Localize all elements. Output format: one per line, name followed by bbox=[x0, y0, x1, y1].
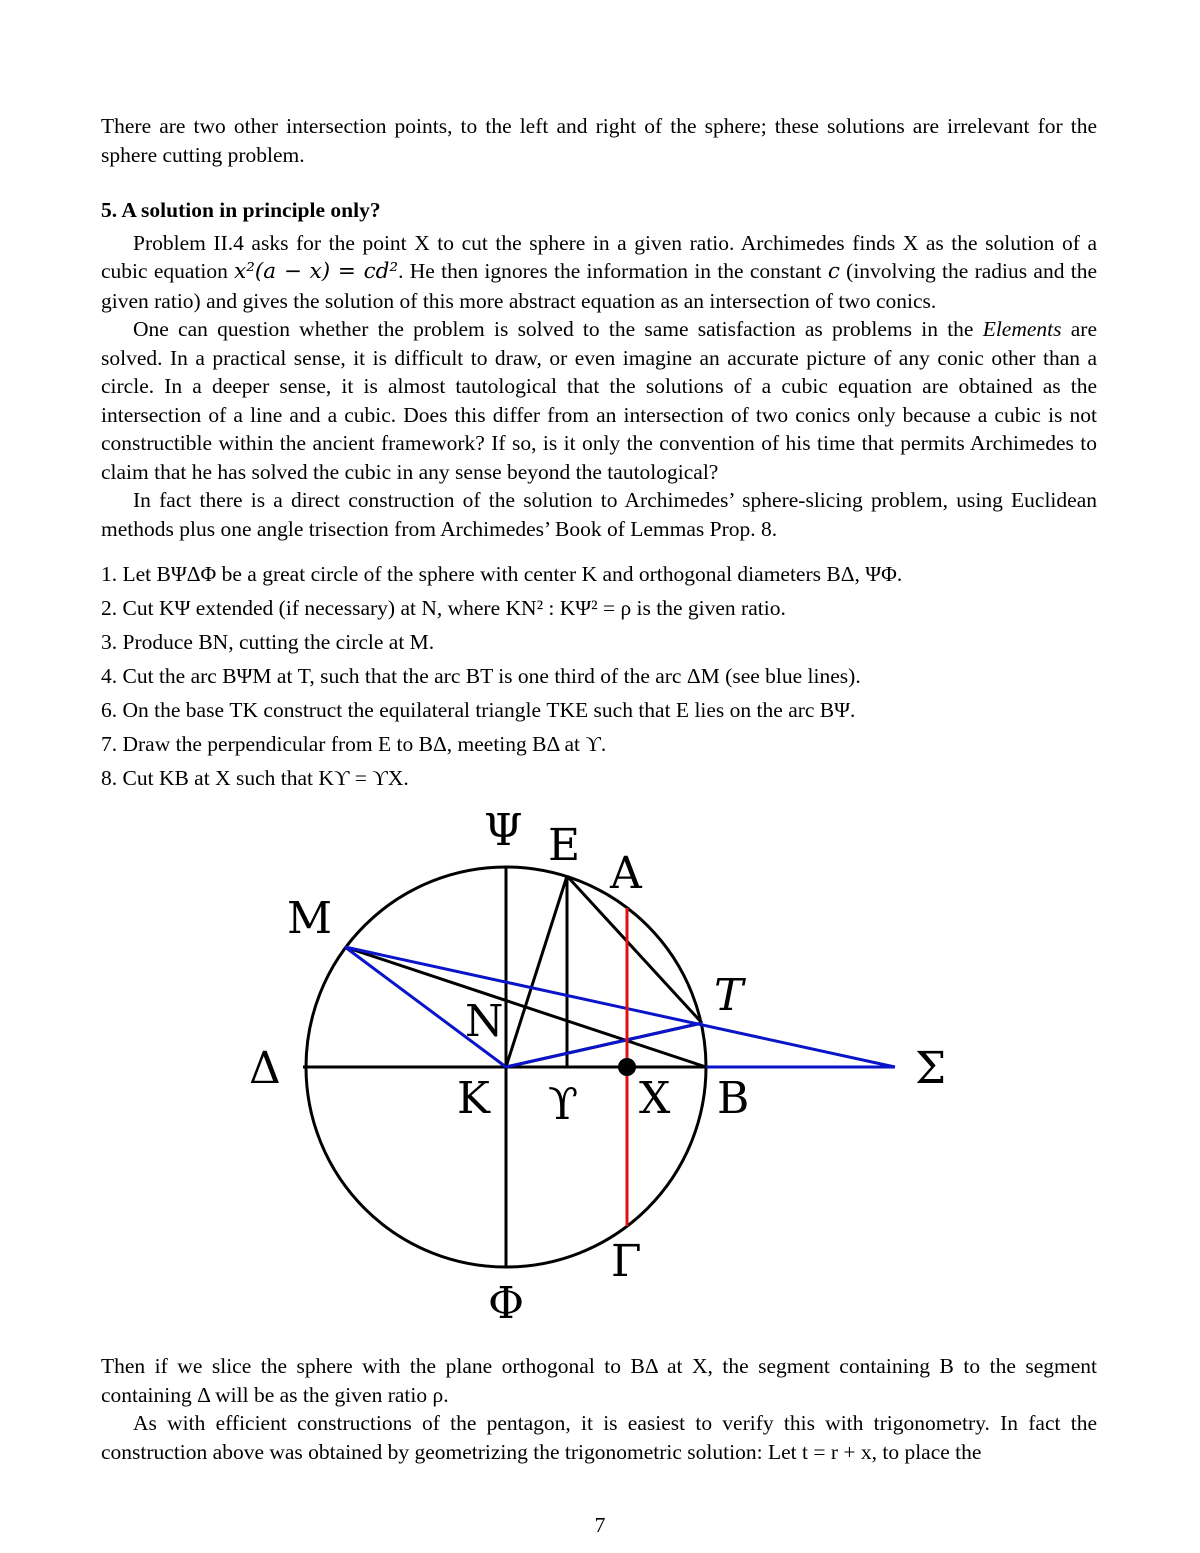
label-k: K bbox=[457, 1073, 490, 1124]
label-a: A bbox=[610, 848, 642, 899]
section-heading: 5. A solution in principle only? bbox=[101, 198, 381, 222]
label-delta: Δ bbox=[249, 1043, 281, 1094]
label-gamma: Γ bbox=[611, 1236, 642, 1287]
step-item: 7. Draw the perpendicular from Ε to ΒΔ, meeting ΒΔ at ϒ. bbox=[101, 732, 607, 756]
label-e: E bbox=[548, 820, 581, 871]
paragraph-1: Problem II.4 asks for the point X to cut the sphere in a given ratio. Archimedes finds X as the solution of a cubic equation x²(a − x) = cd². He then ignores the information in the constant c (involving the radius and the given ratio) and gives the solution of this more abstract equation as an intersection of two conics. bbox=[101, 230, 1098, 313]
intro-paragraph: There are two other intersection points, to the left and right of the sphere; these solutions are irrelevant for the sphere cutting problem. bbox=[101, 114, 1097, 167]
closing-text bbox=[101, 1352, 1097, 1466]
point-x bbox=[618, 1058, 636, 1076]
line-m-b bbox=[345, 947, 706, 1067]
page-number: 7 bbox=[594, 1513, 606, 1537]
label-upsilon: ϒ bbox=[548, 1079, 579, 1130]
step-item: 1. Let ΒΨΔΦ be a great circle of the sphere with center Κ and orthogonal diameters ΒΔ, ΨΦ. bbox=[101, 562, 903, 586]
step-item: 6. On the base ΤΚ construct the equilateral triangle ΤΚΕ such that Ε lies on the arc ΒΨ. bbox=[101, 698, 856, 722]
label-b: B bbox=[717, 1073, 750, 1124]
step-item: 4. Cut the arc ΒΨΜ at Τ, such that the arc ΒΤ is one third of the arc ΔΜ (see blue lines). bbox=[101, 664, 861, 688]
cubic-equation: x²(a − x) = cd² bbox=[234, 259, 399, 284]
paragraph-2: One can question whether the problem is solved to the same satisfaction as problems in the Elements are solved. In a practical sense, it is difficult to draw, or even imagine an accurate picture of any conic other than a circle. In a deeper sense, it is almost tautological that the solutions of a cubic equation are obtained as the intersection of a line and a cubic. Does this differ from an intersection of two conics only because a cubic is not constructible within the ancient framework? If so, is it only the convention of his time that permits Archimedes to claim that he has solved the cubic in any sense beyond the tautological? bbox=[101, 317, 1097, 484]
label-psi: Ψ bbox=[484, 805, 523, 856]
label-phi: Φ bbox=[488, 1278, 525, 1329]
label-t: T bbox=[714, 970, 744, 1021]
label-sigma: Σ bbox=[915, 1043, 947, 1094]
paragraph-3: In fact there is a direct construction of the solution to Archimedes’ sphere-slicing problem, using Euclidean methods plus one angle trisection from Archimedes’ Book of Lemmas Prop. 8. bbox=[101, 488, 1097, 541]
step-item: 3. Produce ΒΝ, cutting the circle at Μ. bbox=[101, 630, 435, 654]
step-item: 8. Cut ΚΒ at Χ such that Κϒ = ϒΧ. bbox=[101, 766, 409, 790]
paragraph-5: As with efficient constructions of the pentagon, it is easiest to verify this with trigonometry. In fact the construction above was obtained by geometrizing the trigonometric solution: Let t = r + x, to place the bbox=[101, 1411, 1097, 1464]
blue-k-t bbox=[506, 1023, 702, 1067]
label-x: X bbox=[639, 1073, 671, 1124]
label-n: N bbox=[465, 996, 504, 1047]
paragraph-4: Then if we slice the sphere with the plane orthogonal to ΒΔ at Χ, the segment containing Β to the segment containing Δ will be as the given ratio ρ. bbox=[101, 1354, 1097, 1407]
label-m: M bbox=[287, 893, 333, 944]
step-item: 2. Cut ΚΨ extended (if necessary) at Ν, where ΚΝ² : ΚΨ² = ρ is the given ratio. bbox=[101, 596, 786, 620]
line-k-e bbox=[506, 876, 567, 1067]
